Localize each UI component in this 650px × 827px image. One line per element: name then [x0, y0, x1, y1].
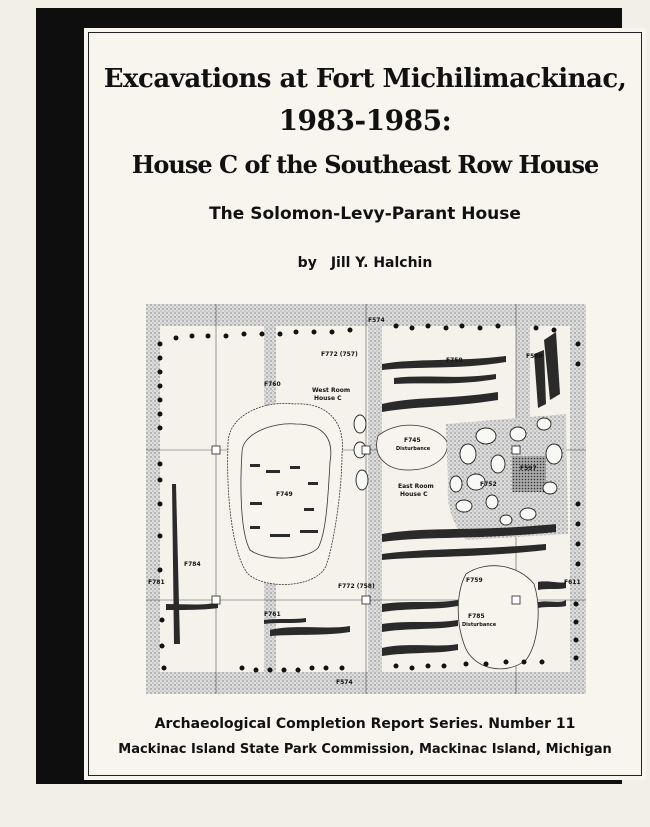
label-f761: F761	[264, 611, 281, 618]
label-east-room: East Room	[398, 483, 434, 490]
cover-panel	[84, 28, 646, 780]
label-f749: F749	[276, 491, 293, 498]
title-line-3: House C of the Southeast Row House	[131, 150, 599, 179]
label-f784: F784	[184, 561, 201, 568]
label-f785-disturbance: Disturbance	[462, 622, 497, 628]
author-name: Jill Y. Halchin	[330, 255, 433, 271]
label-f772-757: F772 (757)	[321, 351, 358, 358]
cover-border	[36, 8, 627, 784]
label-f745: F745	[404, 437, 421, 444]
author-prefix: by	[297, 255, 317, 271]
label-f772-758: F772 (758)	[338, 583, 375, 590]
label-f611: F611	[564, 579, 581, 586]
series-line: Archaeological Completion Report Series. Number 11	[154, 716, 576, 732]
label-f745-disturbance: Disturbance	[396, 446, 431, 452]
f597-area	[512, 456, 546, 492]
excavation-site-map	[146, 304, 586, 694]
map-left-band	[146, 304, 160, 694]
label-f574-top: F574	[368, 317, 385, 324]
title-line-1: Excavations at Fort Michilimackinac,	[103, 64, 627, 94]
label-f597: F597	[520, 465, 537, 472]
label-f752: F752	[480, 481, 497, 488]
label-f781: F781	[148, 579, 165, 586]
f772-wall	[368, 326, 382, 672]
label-f785: F785	[468, 613, 485, 620]
label-west-room: West Room	[312, 387, 351, 394]
label-east-room-house: House C	[400, 491, 428, 498]
title-line-2: 1983-1985:	[278, 104, 452, 137]
label-f589: F589	[526, 353, 543, 360]
label-f760: F760	[264, 381, 281, 388]
label-f759-top: F759	[446, 357, 463, 364]
label-west-room-house: House C	[314, 395, 342, 402]
publisher-line: Mackinac Island State Park Commission, Mackinac Island, Michigan	[118, 742, 612, 757]
subtitle: The Solomon-Levy-Parant House	[209, 204, 521, 224]
author-line	[84, 255, 646, 271]
label-f574-bottom: F574	[336, 679, 353, 686]
label-f759-mid: F759	[466, 577, 483, 584]
